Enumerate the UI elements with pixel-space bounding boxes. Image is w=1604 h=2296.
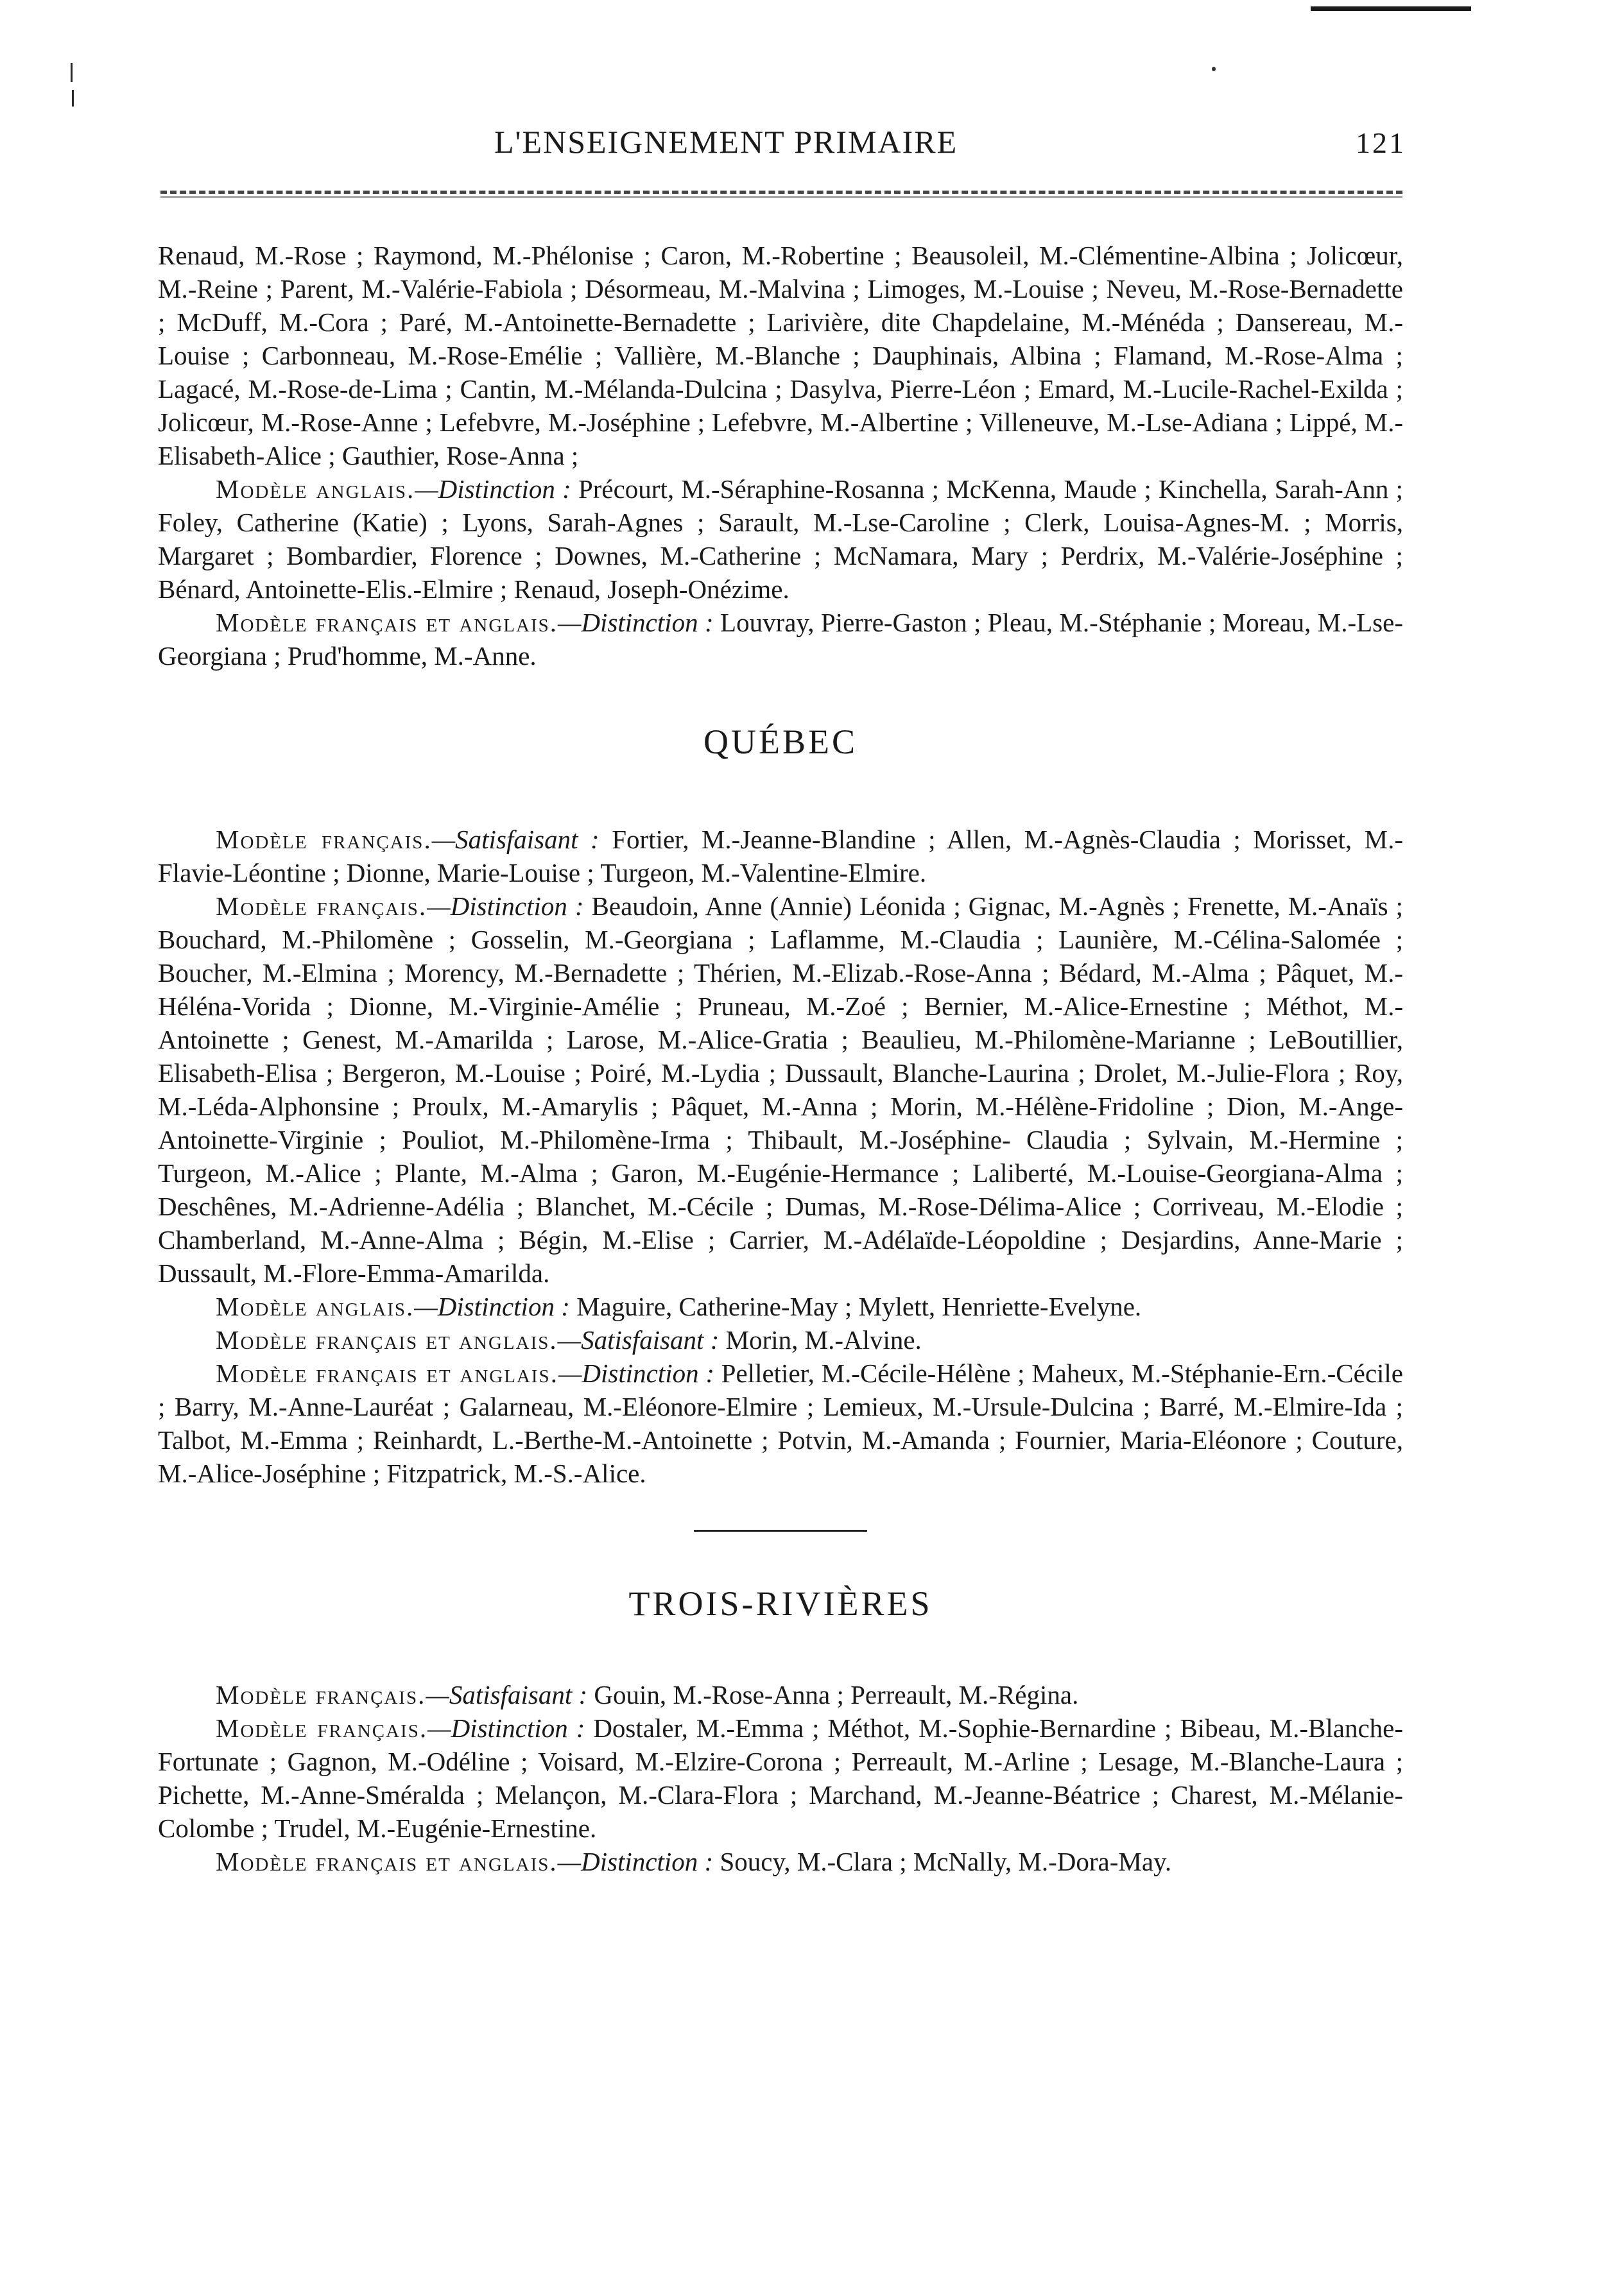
list-entry <box>158 1357 1403 1490</box>
grade-label: —Distinction : <box>558 1358 714 1388</box>
entry-names: Maguire, Catherine-May ; Mylett, Henriette-Evelyne. <box>569 1292 1142 1321</box>
grade-label: —Distinction : <box>414 1292 570 1321</box>
header-rule-thin <box>160 196 1402 198</box>
model-label: Modèle français et anglais. <box>216 1358 558 1388</box>
model-label: Modèle français. <box>216 1713 428 1743</box>
model-label: Modèle anglais. <box>216 474 415 504</box>
grade-label: —Distinction : <box>557 608 714 637</box>
model-label: Modèle français et anglais. <box>216 1847 558 1876</box>
continued-list <box>158 239 1403 472</box>
list-entry <box>158 472 1403 606</box>
entry-names: Morin, M.-Alvine. <box>719 1325 922 1355</box>
entry-names: Pelletier, M.-Cécile-Hélène ; Maheux, M.-Stéphanie-Ern.-Cécile ; Barry, M.-Anne-Lauréat ; Galarneau, M.-Eléonore-Elmire ; Lemieux, M.-Ursule-Dulcina ; Barré, M.-Elmire-Ida ; Talbot, M.-Emma ; Reinhardt, L.-Berthe-M.-Antoinette ; Potvin, M.-Amanda ; Fournier, Maria-Eléonore ; Couture, M.-Alice-Joséphine ; Fitzpatrick, M.-S.-Alice. <box>158 1358 1404 1488</box>
entry-names: Beaudoin, Anne (Annie) Léonida ; Gignac, M.-Agnès ; Frenette, M.-Anaïs ; Bouchard, M.-Philomène ; Gosselin, M.-Georgiana ; Laflamme, M.-Claudia ; Launière, M.-Célina-Salomée ; Boucher, M.-Elmina ; Morency, M.-Bernadette ; Thérien, M.-Elizab.-Rose-Anna ; Bédard, M.-Alma ; Pâquet, M.-Héléna-Vorida ; Dionne, M.-Virginie-Amélie ; Pruneau, M.-Zoé ; Bernier, M.-Alice-Ernestine ; Méthot, M.-Antoinette ; Genest, M.-Amarilda ; Larose, M.-Alice-Gratia ; Beaulieu, M.-Philomène-Marianne ; LeBoutillier, Elisabeth-Elisa ; Bergeron, M.-Louise ; Poiré, M.-Lydia ; Dussault, Blanche-Laurina ; Drolet, M.-Julie-Flora ; Roy, M.-Léda-Alphonsine ; Proulx, M.-Amarylis ; Pâquet, M.-Anna ; Morin, M.-Hélène-Fridoline ; Dion, M.-Ange-Antoinette-Virginie ; Pouliot, M.-Philomène-Irma ; Thibault, M.-Joséphine- Claudia ; Sylvain, M.-Hermine ; Turgeon, M.-Alice ; Plante, M.-Alma ; Garon, M.-Eugénie-Hermance ; Laliberté, M.-Louise-Georgiana-Alma ; Deschênes, M.-Adrienne-Adélia ; Blanchet, M.-Cécile ; Dumas, M.-Rose-Délima-Alice ; Corriveau, M.-Elodie ; Chamberland, M.-Anne-Alma ; Bégin, M.-Elise ; Carrier, M.-Adélaïde-Léopoldine ; Desjardins, Anne-Marie ; Dussault, M.-Flore-Emma-Amarilda. <box>158 891 1403 1288</box>
grade-label: —Distinction : <box>415 474 571 504</box>
list-entry <box>158 1323 1403 1357</box>
header-rule <box>160 191 1402 194</box>
list-entry <box>158 1290 1403 1323</box>
model-label: Modèle français. <box>216 891 427 921</box>
entry-names: Dostaler, M.-Emma ; Méthot, M.-Sophie-Bernardine ; Bibeau, M.-Blanche-Fortunate ; Gagnon, M.-Odéline ; Voisard, M.-Elzire-Corona ; Perreault, M.-Arline ; Lesage, M.-Blanche-Laura ; Pichette, M.-Anne-Sméralda ; Melançon, M.-Clara-Flora ; Marchand, M.-Jeanne-Béatrice ; Charest, M.-Mélanie-Colombe ; Trudel, M.-Eugénie-Ernestine. <box>158 1713 1403 1843</box>
grade-label: —Distinction : <box>427 1713 585 1743</box>
continued-names: Renaud, M.-Rose ; Raymond, M.-Phélonise ; Caron, M.-Robertine ; Beausoleil, M.-Clémentine-Albina ; Jolicœur, M.-Reine ; Parent, M.-Valérie-Fabiola ; Désormeau, M.-Malvina ; Limoges, M.-Louise ; Neveu, M.-Rose-Bernadette ; McDuff, M.-Cora ; Paré, M.-Antoinette-Bernadette ; Larivière, dite Chapdelaine, M.-Ménéda ; Dansereau, M.-Louise ; Carbonneau, M.-Rose-Emélie ; Vallière, M.-Blanche ; Dauphinais, Albina ; Flamand, M.-Rose-Alma ; Lagacé, M.-Rose-de-Lima ; Cantin, M.-Mélanda-Dulcina ; Dasylva, Pierre-Léon ; Emard, M.-Lucile-Rachel-Exilda ; Jolicœur, M.-Rose-Anne ; Lefebvre, M.-Joséphine ; Lefebvre, M.-Albertine ; Villeneuve, M.-Lse-Adiana ; Lippé, M.-Elisabeth-Alice ; Gauthier, Rose-Anna ; <box>158 241 1403 470</box>
model-label: Modèle français. <box>216 1680 426 1709</box>
running-header <box>154 123 1406 175</box>
entry-names: Gouin, M.-Rose-Anna ; Perreault, M.-Régina. <box>587 1680 1079 1709</box>
model-label: Modèle anglais. <box>216 1292 415 1321</box>
grade-label: —Distinction : <box>557 1847 714 1876</box>
list-entry <box>158 823 1403 889</box>
list-entry <box>158 606 1403 673</box>
page-body <box>158 239 1403 1878</box>
entry-names: Soucy, M.-Clara ; McNally, M.-Dora-May. <box>713 1847 1172 1876</box>
section-title-quebec: QUÉBEC <box>703 723 858 761</box>
top-edge-rule <box>1311 6 1471 11</box>
list-entry <box>158 889 1403 1290</box>
grade-label: —Satisfaisant : <box>431 825 599 854</box>
entry-names: Précourt, M.-Séraphine-Rosanna ; McKenna, Maude ; Kinchella, Sarah-Ann ; Foley, Catherine (Katie) ; Lyons, Sarah-Agnes ; Sarault, M.-Lse-Caroline ; Clerk, Louisa-Agnes-M. ; Morris, Margaret ; Bombardier, Florence ; Downes, M.-Catherine ; McNamara, Mary ; Perdrix, M.-Valérie-Joséphine ; Bénard, Antoinette-Elis.-Elmire ; Renaud, Joseph-Onézime. <box>158 474 1404 604</box>
page-speck <box>1212 67 1216 71</box>
running-title: L'ENSEIGNEMENT PRIMAIRE <box>494 124 958 160</box>
section-title-trois-rivieres: TROIS-RIVIÈRES <box>628 1584 933 1623</box>
grade-label: —Satisfaisant : <box>557 1325 720 1355</box>
page-number: 121 <box>1356 126 1406 159</box>
model-label: Modèle français et anglais. <box>216 608 558 637</box>
grade-label: —Satisfaisant : <box>426 1680 588 1709</box>
list-entry <box>158 1678 1403 1711</box>
entry-names: Fortier, M.-Jeanne-Blandine ; Allen, M.-Agnès-Claudia ; Morisset, M.-Flavie-Léontine ; Dionne, Marie-Louise ; Turgeon, M.-Valentine-Elmire. <box>158 825 1403 887</box>
model-label: Modèle français et anglais. <box>216 1325 558 1355</box>
entry-names: Louvray, Pierre-Gaston ; Pleau, M.-Stéphanie ; Moreau, M.-Lse-Georgiana ; Prud'homme, M.-Anne. <box>158 608 1403 671</box>
list-entry <box>158 1711 1403 1845</box>
list-entry <box>158 1845 1403 1878</box>
margin-mark <box>72 90 74 107</box>
model-label: Modèle français. <box>216 825 432 854</box>
grade-label: —Distinction : <box>427 891 584 921</box>
margin-mark <box>71 63 73 82</box>
